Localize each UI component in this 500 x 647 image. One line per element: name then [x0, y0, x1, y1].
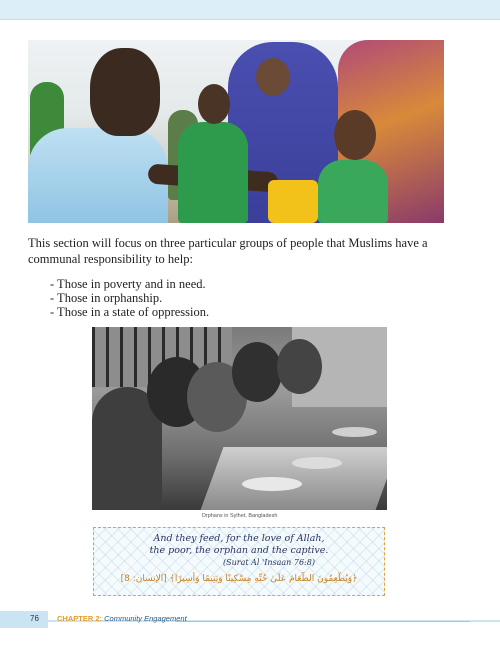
- arabic-verse: ﴿وَيُطْعِمُونَ الطَّعَامَ عَلَىٰ حُبِّهِ مِسْكِينًا وَيَتِيمًا وَأَسِيرًا﴾ [الإنسان: 8]: [120, 574, 358, 584]
- chapter-heading: [57, 614, 187, 623]
- footer-rule-dark: [175, 621, 470, 622]
- quote-line-1: And they feed, for the love of Allah,: [153, 533, 325, 544]
- aid-photo-worker-body: [28, 128, 168, 223]
- page-number: 76: [30, 614, 39, 623]
- list-item: - Those in a state of oppression.: [50, 305, 210, 319]
- photo-caption: Orphans in Sylhet, Bangladesh: [201, 513, 278, 519]
- aid-photo-worker-head: [90, 48, 160, 136]
- groups-list: [50, 277, 450, 319]
- orphans-photo-plate: [242, 477, 302, 491]
- quote-reference: (Surat Al 'Insaan 76:8): [223, 558, 315, 567]
- aid-photo-child-small: [318, 160, 388, 223]
- orphans-photo-child5: [277, 339, 322, 394]
- aid-photo-child-small-head: [334, 110, 376, 160]
- aid-photo: [28, 40, 444, 223]
- orphans-photo-plate: [332, 427, 377, 437]
- orphans-photo-child4: [232, 342, 282, 402]
- aid-photo-yellow-container: [268, 180, 318, 223]
- quote-line-2: the poor, the orphan and the captive.: [149, 545, 329, 556]
- chapter-label: CHAPTER 2:: [57, 614, 103, 623]
- aid-photo-child-green: [178, 122, 248, 223]
- aid-photo-child-green-head: [198, 84, 230, 124]
- list-item: - Those in orphanship.: [50, 291, 163, 305]
- chapter-title: Community Engagement: [104, 614, 187, 623]
- list-item: - Those in poverty and in need.: [50, 277, 206, 291]
- orphans-photo: [92, 327, 387, 510]
- top-band: [0, 0, 500, 20]
- aid-photo-woman-face: [256, 58, 290, 96]
- orphans-photo-plate: [292, 457, 342, 469]
- intro-paragraph: This section will focus on three particular groups of people that Muslims have a communal responsibility to help:: [28, 236, 428, 266]
- quran-quote-box: [93, 527, 385, 596]
